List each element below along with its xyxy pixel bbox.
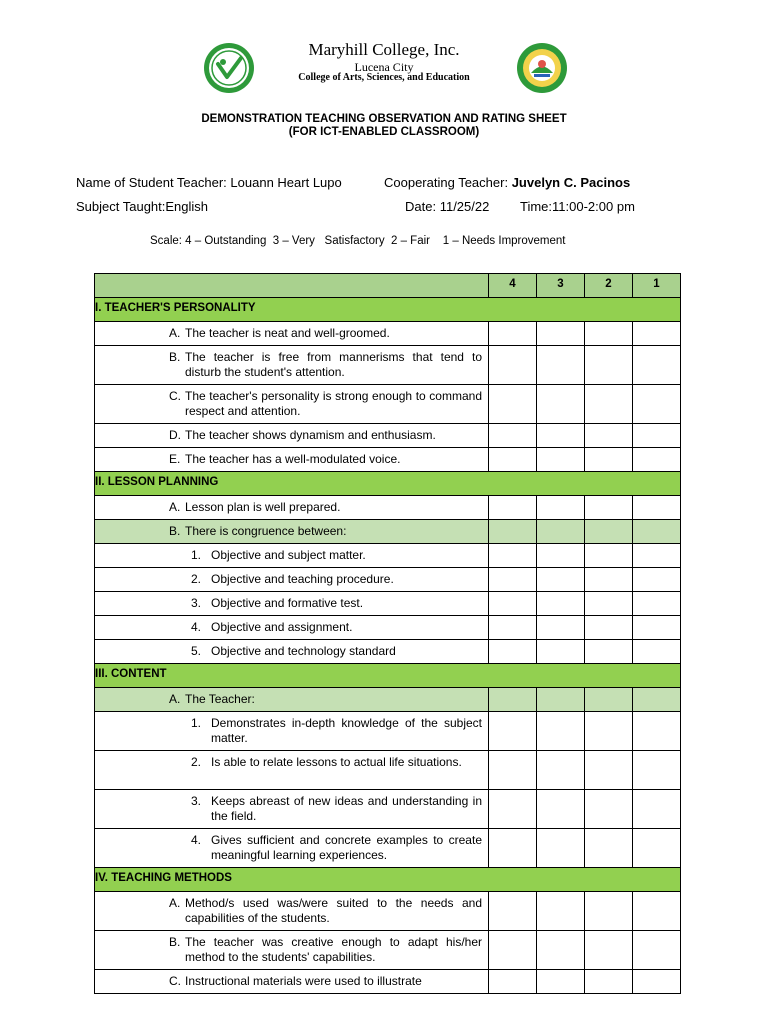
rating-cell-4[interactable]	[489, 520, 537, 544]
criterion-row	[95, 892, 681, 931]
student-teacher-value: Louann Heart Lupo	[230, 175, 342, 190]
rating-cell-3[interactable]	[537, 751, 585, 790]
criterion-cell	[95, 892, 489, 931]
rating-cell-4[interactable]	[489, 688, 537, 712]
student-teacher-label: Name of Student Teacher:	[76, 175, 227, 190]
criterion-row	[95, 448, 681, 472]
rating-cell-4[interactable]	[489, 568, 537, 592]
criterion-cell	[95, 544, 489, 568]
rating-cell-3[interactable]	[537, 970, 585, 994]
rating-header-row	[95, 274, 681, 298]
rating-cell-4[interactable]	[489, 322, 537, 346]
criterion-label: A.	[169, 326, 181, 340]
rating-cell-3[interactable]	[537, 496, 585, 520]
rating-cell-1[interactable]	[633, 931, 681, 970]
rating-column-2: 2	[585, 274, 633, 298]
criterion-cell	[95, 568, 489, 592]
rating-cell-3[interactable]	[537, 688, 585, 712]
rating-cell-1[interactable]	[633, 892, 681, 931]
criterion-row	[95, 520, 681, 544]
criterion-text: Method/s used was/were suited to the needs and capabilities of the students.	[185, 896, 482, 925]
rating-cell-1[interactable]	[633, 688, 681, 712]
rating-cell-2[interactable]	[585, 931, 633, 970]
criterion-row	[95, 790, 681, 829]
criterion-row	[95, 829, 681, 868]
rating-cell-1[interactable]	[633, 322, 681, 346]
criterion-row	[95, 970, 681, 994]
criterion-text: Demonstrates in-depth knowledge of the subject matter.	[211, 716, 482, 745]
rating-cell-4[interactable]	[489, 544, 537, 568]
rating-cell-2[interactable]	[585, 892, 633, 931]
criterion-cell	[95, 592, 489, 616]
rating-cell-3[interactable]	[537, 892, 585, 931]
rating-cell-1[interactable]	[633, 592, 681, 616]
criterion-text: Objective and technology standard	[211, 644, 396, 658]
college-name: Maryhill College, Inc.	[308, 40, 460, 59]
date-label: Date:	[405, 199, 437, 214]
rating-cell-3[interactable]	[537, 616, 585, 640]
criterion-text: The teacher was creative enough to adapt his/her method to the students' capabilities.	[185, 935, 482, 964]
rating-cell-4[interactable]	[489, 829, 537, 868]
criterion-text: Keeps abreast of new ideas and understanding in the field.	[211, 794, 482, 823]
rating-cell-4[interactable]	[489, 496, 537, 520]
rating-cell-4[interactable]	[489, 385, 537, 424]
criterion-label: 1.	[191, 548, 202, 562]
criterion-row	[95, 346, 681, 385]
criterion-row	[95, 640, 681, 664]
section-row	[95, 472, 681, 496]
rating-cell-3[interactable]	[537, 520, 585, 544]
rating-cell-3[interactable]	[537, 829, 585, 868]
criterion-cell	[95, 712, 489, 751]
criterion-text: Gives sufficient and concrete examples to create meaningful learning experiences.	[211, 833, 482, 862]
criterion-label: E.	[169, 452, 181, 466]
rating-cell-1[interactable]	[633, 448, 681, 472]
rating-cell-2[interactable]	[585, 616, 633, 640]
rating-cell-4[interactable]	[489, 640, 537, 664]
rating-cell-1[interactable]	[633, 751, 681, 790]
criterion-label: 3.	[191, 794, 202, 808]
rating-cell-2[interactable]	[585, 424, 633, 448]
rating-cell-3[interactable]	[537, 640, 585, 664]
criterion-text: The Teacher:	[185, 692, 255, 706]
criterion-text: Objective and teaching procedure.	[211, 572, 394, 586]
student-teacher-field	[76, 175, 342, 190]
rating-cell-2[interactable]	[585, 448, 633, 472]
criterion-label: 5.	[191, 644, 202, 658]
section-title: II. LESSON PLANNING	[95, 472, 681, 496]
rating-column-1: 1	[633, 274, 681, 298]
rating-cell-3[interactable]	[537, 544, 585, 568]
section-row	[95, 298, 681, 322]
rating-cell-3[interactable]	[537, 568, 585, 592]
criterion-cell	[95, 616, 489, 640]
rating-cell-4[interactable]	[489, 790, 537, 829]
document-subtitle: (FOR ICT-ENABLED CLASSROOM)	[288, 126, 480, 138]
rating-cell-3[interactable]	[537, 931, 585, 970]
rating-cell-1[interactable]	[633, 790, 681, 829]
criterion-text: The teacher is neat and well-groomed.	[185, 326, 390, 340]
rating-cell-3[interactable]	[537, 592, 585, 616]
section-title: IV. TEACHING METHODS	[95, 868, 681, 892]
criterion-row	[95, 616, 681, 640]
criterion-text: Lesson plan is well prepared.	[185, 500, 341, 514]
criterion-label: A.	[169, 692, 181, 706]
cooperating-teacher-value: Juvelyn C. Pacinos	[511, 175, 631, 190]
header-blank-cell	[95, 274, 489, 298]
criterion-cell	[95, 931, 489, 970]
college-department: College of Arts, Sciences, and Education	[298, 72, 470, 83]
criterion-label: C.	[169, 389, 181, 403]
rating-cell-3[interactable]	[537, 385, 585, 424]
criterion-label: 4.	[191, 620, 202, 634]
rating-cell-2[interactable]	[585, 640, 633, 664]
time-label: Time:	[520, 199, 553, 214]
rating-scale: Scale: 4 – Outstanding 3 – Very Satisfactory 2 – Fair 1 – Needs Improvement	[150, 235, 566, 247]
rating-cell-3[interactable]	[537, 346, 585, 385]
criterion-cell	[95, 790, 489, 829]
criterion-label: B.	[169, 350, 181, 364]
rating-cell-2[interactable]	[585, 790, 633, 829]
criterion-row	[95, 931, 681, 970]
criterion-cell	[95, 520, 489, 544]
rating-column-3: 3	[537, 274, 585, 298]
criterion-text: Objective and assignment.	[211, 620, 353, 634]
rating-cell-2[interactable]	[585, 322, 633, 346]
rating-cell-4[interactable]	[489, 616, 537, 640]
rating-cell-1[interactable]	[633, 568, 681, 592]
rating-cell-1[interactable]	[633, 970, 681, 994]
rating-cell-3[interactable]	[537, 790, 585, 829]
criterion-text: The teacher's personality is strong enough to command respect and attention.	[185, 389, 482, 418]
criterion-label: 4.	[191, 833, 202, 847]
rating-cell-4[interactable]	[489, 346, 537, 385]
criterion-label: B.	[169, 935, 181, 949]
criterion-label: A.	[169, 500, 181, 514]
rating-cell-2[interactable]	[585, 568, 633, 592]
criterion-cell	[95, 829, 489, 868]
criterion-label: 2.	[191, 755, 202, 769]
document-title: DEMONSTRATION TEACHING OBSERVATION AND RATING SHEET	[201, 113, 567, 125]
rating-cell-2[interactable]	[585, 751, 633, 790]
rating-cell-1[interactable]	[633, 640, 681, 664]
criterion-text: The teacher shows dynamism and enthusiasm.	[185, 428, 436, 442]
criterion-cell	[95, 385, 489, 424]
section-row	[95, 664, 681, 688]
rating-cell-4[interactable]	[489, 448, 537, 472]
rating-cell-2[interactable]	[585, 592, 633, 616]
criterion-row	[95, 592, 681, 616]
criterion-label: 2.	[191, 572, 202, 586]
section-title: I. TEACHER'S PERSONALITY	[95, 298, 681, 322]
criterion-text: Instructional materials were used to illustrate	[185, 974, 422, 988]
criterion-cell	[95, 496, 489, 520]
section-row	[95, 868, 681, 892]
rating-cell-4[interactable]	[489, 931, 537, 970]
time-field	[520, 199, 635, 214]
criterion-cell	[95, 640, 489, 664]
rating-cell-1[interactable]	[633, 712, 681, 751]
criterion-cell	[95, 322, 489, 346]
subject-field	[76, 199, 208, 214]
criterion-label: D.	[169, 428, 181, 442]
criterion-row	[95, 751, 681, 790]
criterion-text: The teacher has a well-modulated voice.	[185, 452, 401, 466]
criterion-text: Objective and formative test.	[211, 596, 364, 610]
criterion-text: There is congruence between:	[185, 524, 347, 538]
criterion-row	[95, 424, 681, 448]
college-city: Lucena City	[354, 60, 414, 74]
rating-cell-1[interactable]	[633, 616, 681, 640]
criterion-label: 1.	[191, 716, 202, 730]
section-title: III. CONTENT	[95, 664, 681, 688]
subject-label: Subject Taught:	[76, 199, 166, 214]
cooperating-teacher-label: Cooperating Teacher:	[384, 175, 509, 190]
rating-table	[94, 273, 681, 994]
rating-cell-2[interactable]	[585, 385, 633, 424]
time-value: 11:00-2:00 pm	[552, 199, 635, 214]
criterion-cell	[95, 688, 489, 712]
criterion-row	[95, 712, 681, 751]
rating-cell-3[interactable]	[537, 424, 585, 448]
rating-cell-2[interactable]	[585, 829, 633, 868]
criterion-label: C.	[169, 974, 181, 988]
criterion-cell	[95, 448, 489, 472]
cooperating-teacher-field	[384, 175, 630, 190]
rating-cell-3[interactable]	[537, 322, 585, 346]
rating-column-4: 4	[489, 274, 537, 298]
criterion-cell	[95, 970, 489, 994]
rating-cell-2[interactable]	[585, 970, 633, 994]
criterion-row	[95, 544, 681, 568]
rating-cell-3[interactable]	[537, 448, 585, 472]
rating-cell-2[interactable]	[585, 496, 633, 520]
rating-cell-4[interactable]	[489, 970, 537, 994]
rating-cell-2[interactable]	[585, 346, 633, 385]
criterion-row	[95, 688, 681, 712]
subject-value: English	[165, 199, 209, 214]
rating-cell-1[interactable]	[633, 520, 681, 544]
rating-cell-2[interactable]	[585, 688, 633, 712]
rating-cell-2[interactable]	[585, 520, 633, 544]
rating-cell-1[interactable]	[633, 496, 681, 520]
rating-cell-3[interactable]	[537, 712, 585, 751]
rating-cell-4[interactable]	[489, 892, 537, 931]
rating-cell-1[interactable]	[633, 424, 681, 448]
rating-cell-1[interactable]	[633, 346, 681, 385]
criterion-label: 3.	[191, 596, 202, 610]
rating-cell-1[interactable]	[633, 829, 681, 868]
criterion-cell	[95, 346, 489, 385]
criterion-row	[95, 385, 681, 424]
criterion-text: The teacher is free from mannerisms that tend to disturb the student's attention.	[185, 350, 482, 379]
date-field	[405, 199, 489, 214]
criterion-cell	[95, 424, 489, 448]
rating-cell-1[interactable]	[633, 385, 681, 424]
rating-cell-4[interactable]	[489, 712, 537, 751]
criterion-cell	[95, 751, 489, 790]
rating-cell-2[interactable]	[585, 712, 633, 751]
rating-cell-4[interactable]	[489, 592, 537, 616]
criterion-row	[95, 568, 681, 592]
rating-cell-1[interactable]	[633, 544, 681, 568]
criterion-label: A.	[169, 896, 181, 910]
criterion-text: Is able to relate lessons to actual life situations.	[211, 755, 462, 769]
rating-cell-2[interactable]	[585, 544, 633, 568]
criterion-row	[95, 496, 681, 520]
rating-cell-4[interactable]	[489, 424, 537, 448]
criterion-text: Objective and subject matter.	[211, 548, 366, 562]
rating-cell-4[interactable]	[489, 751, 537, 790]
criterion-row	[95, 322, 681, 346]
criterion-label: B.	[169, 524, 181, 538]
date-value: 11/25/22	[439, 199, 490, 214]
